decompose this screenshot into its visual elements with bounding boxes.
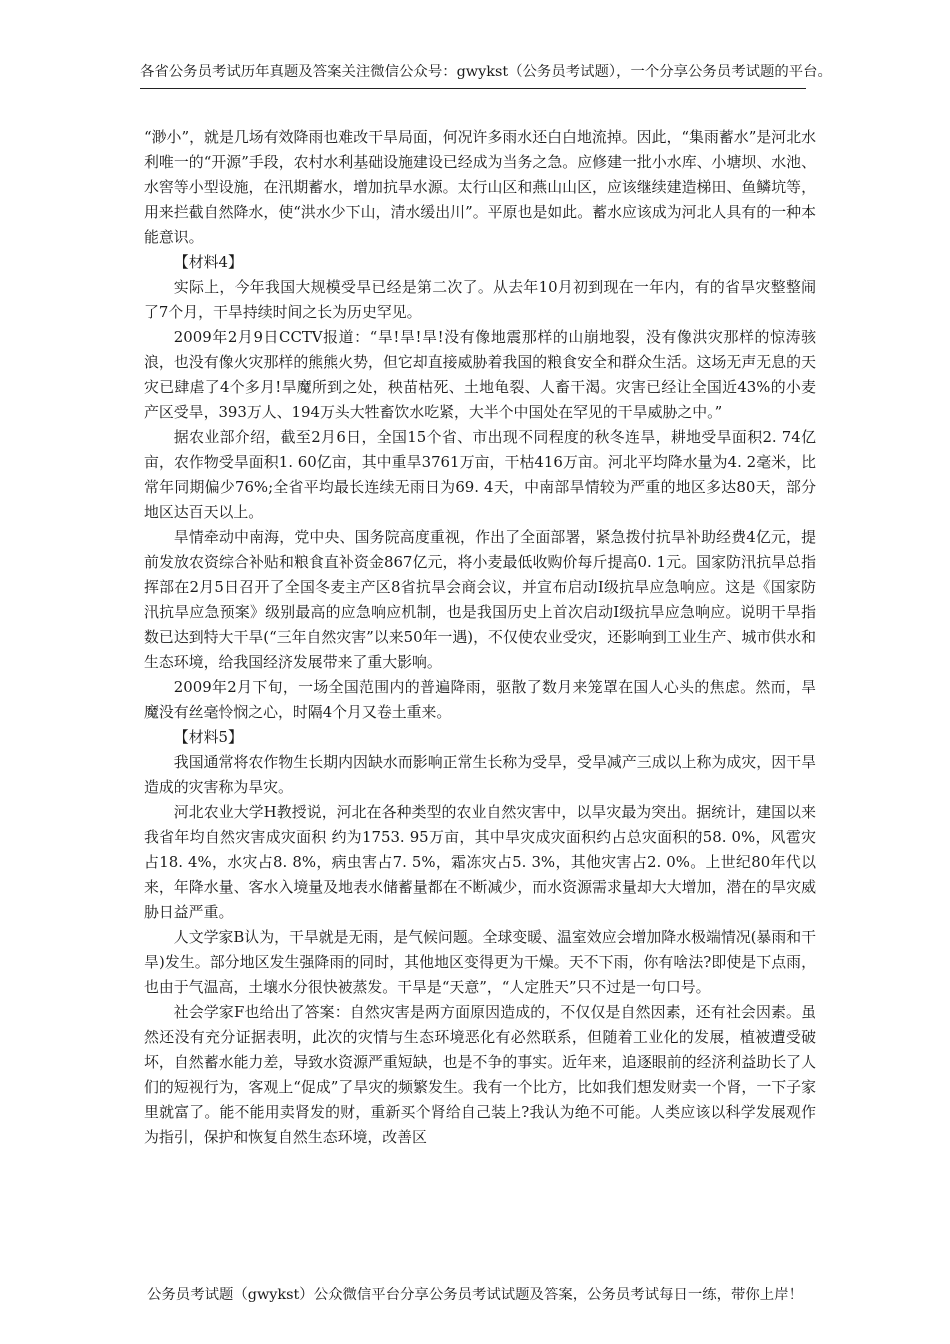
page-header: 各省公务员考试历年真题及答案关注微信公众号：gwykst（公务员考试题），一个分享公务员考试题的平台。 [140,64,832,80]
header-divider [140,88,806,89]
paragraph: 据农业部介绍，截至2月6日，全国15个省、市出现不同程度的秋冬连旱，耕地受旱面积2. 74亿亩，农作物受旱面积1. 60亿亩，其中重旱3761万亩，干枯416万亩。河北平均降水量为4. 2毫米，比常年同期偏少76%;全省平均最长连续无雨日为69. 4天，中南部旱情较为严重的地区多达80天，部分地区达百天以上。 [144,428,816,521]
paragraph: 2009年2月下旬，一场全国范围内的普遍降雨，驱散了数月来笼罩在国人心头的焦虑。然而，旱魔没有丝毫怜悯之心，时隔4个月又卷土重来。 [144,678,816,721]
paragraph: 旱情牵动中南海，党中央、国务院高度重视，作出了全面部署，紧急拨付抗旱补助经费4亿元，提前发放农资综合补贴和粮食直补资金867亿元，将小麦最低收购价每斤提高0. 1元。国家防汛抗旱总指挥部在2月5日召开了全国冬麦主产区8省抗旱会商会议，并宣布启动Ⅰ级抗旱应急响应。这是《国家防汛抗旱应急预案》级别最高的应急响应机制，也是我国历史上首次启动Ⅰ级抗旱应急响应。说明干旱指数已达到特大干旱(“三年自然灾害”以来50年一遇)，不仅使农业受灾，还影响到工业生产、城市供水和生态环境，给我国经济发展带来了重大影响。 [144,528,816,671]
paragraph: 河北农业大学H教授说，河北在各种类型的农业自然灾害中，以旱灾最为突出。据统计，建国以来我省年均自然灾害成灾面积 约为1753. 95万亩，其中旱灾成灾面积约占总灾面积的58. 0%，风雹灾占18. 4%，水灾占8. 8%，病虫害占7. 5%，霜冻灾占5. 3%，其他灾害占2. 0%。上世纪80年代以来，年降水量、客水入境量及地表水储蓄量都在不断减少，而水资源需求量却大大增加，潜在的旱灾威胁日益严重。 [144,803,816,921]
page-footer: 公务员考试题（gwykst）公众微信平台分享公务员考试试题及答案，公务员考试每日一练，带你上岸！ [147,1287,803,1303]
paragraph: 人文学家B认为，干旱就是无雨，是气候问题。全球变暖、温室效应会增加降水极端情况(暴雨和干旱)发生。部分地区发生强降雨的同时，其他地区变得更为干燥。天不下雨，你有啥法?即使是下点雨，也由于气温高，土壤水分很快被蒸发。干旱是“天意”，“人定胜天”只不过是一句口号。 [144,928,816,996]
paragraph-continuation: “渺小”，就是几场有效降雨也难改干旱局面，何况许多雨水还白白地流掉。因此，“集雨蓄水”是河北水利唯一的“开源”手段，农村水利基础设施建设已经成为当务之急。应修建一批小水库、小塘坝、水池、水窖等小型设施，在汛期蓄水，增加抗旱水源。太行山区和燕山山区，应该继续建造梯田、鱼鳞坑等，用来拦截自然降水，使“洪水少下山，清水缓出川”。平原也是如此。蓄水应该成为河北人具有的一种本能意识。 [144,128,816,246]
section-heading-material-4: 【材料4】 [173,253,243,271]
paragraph: 我国通常将农作物生长期内因缺水而影响正常生长称为受旱，受旱减产三成以上称为成灾，因干旱造成的灾害称为旱灾。 [144,753,816,796]
paragraph: 实际上，今年我国大规模受旱已经是第二次了。从去年10月初到现在一年内，有的省旱灾整整闹了7个月，干旱持续时间之长为历史罕见。 [144,278,816,321]
section-heading-material-5: 【材料5】 [173,728,243,746]
document-body [144,125,816,1150]
paragraph: 社会学家F也给出了答案：自然灾害是两方面原因造成的，不仅仅是自然因素，还有社会因素。虽然还没有充分证据表明，此次的灾情与生态环境恶化有必然联系，但随着工业化的发展，植被遭受破坏，自然蓄水能力差，导致水资源严重短缺，也是不争的事实。近年来，追逐眼前的经济利益助长了人们的短视行为，客观上“促成”了旱灾的频繁发生。我有一个比方，比如我们想发财卖一个肾，一下子家里就富了。能不能用卖肾发的财，重新买个肾给自己装上?我认为绝不可能。人类应该以科学发展观作为指引，保护和恢复自然生态环境，改善区 [144,1003,816,1146]
paragraph: 2009年2月9日CCTV报道：“旱!旱!旱!没有像地震那样的山崩地裂，没有像洪灾那样的惊涛骇浪，也没有像火灾那样的熊熊火势，但它却直接威胁着我国的粮食安全和群众生活。这场无声无息的天灾已肆虐了4个多月!旱魔所到之处，秧苗枯死、土地龟裂、人畜干渴。灾害已经让全国近43%的小麦产区受旱，393万人、194万头大牲畜饮水吃紧，大半个中国处在罕见的干旱威胁之中。” [144,328,816,421]
